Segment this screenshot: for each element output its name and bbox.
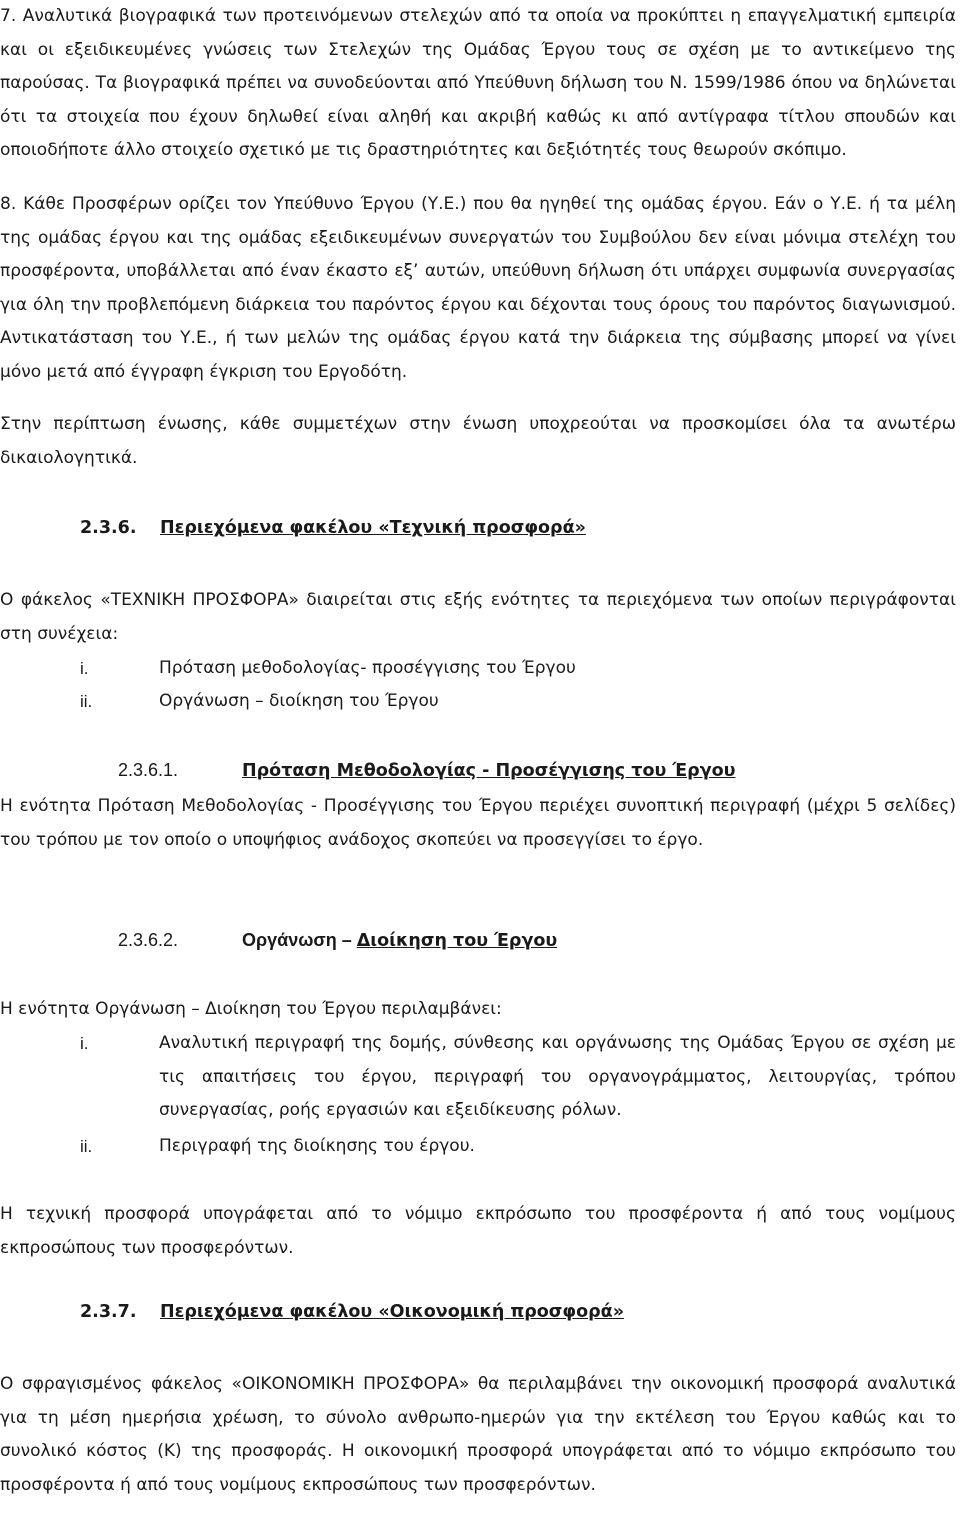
paragraph-tech-intro: Ο φάκελος «ΤΕΧΝΙΚΗ ΠΡΟΣΦΟΡΑ» διαιρείται στις εξής ενότητες τα περιεχόμενα των οποίων περιγράφονται στη συνέχεια: <box>0 590 956 644</box>
paragraph-item-7: 7. Αναλυτικά βιογραφικά των προτεινόμενων στελεχών από τα οποία να προκύπτει η επαγγελματική εμπειρία και οι εξειδικευμένες γνώσεις των Στελεχών της Ομάδας Έργου τους σε σχέση με το αντικείμενο της παρούσας. Τα βιογραφικά πρέπει να συνοδεύονται από Υπεύθυνη δήλωση του Ν. 1599/1986 όπου να δηλώνεται ότι τα στοιχεία που έχουν δηλωθεί είναι αληθή και ακριβή καθώς κι από αντίγραφα τίτλου σπουδών και οποιοδήποτε άλλο στοιχείο σχετικό με τις δραστηριότητες και δεξιότητές τους θεωρούν σκόπιμο. <box>0 6 956 160</box>
section-title: Περιεχόμενα φακέλου «Τεχνική προσφορά» <box>160 518 586 538</box>
list-item <box>80 1130 956 1164</box>
section-number: 2.3.6.2. <box>118 930 179 950</box>
section-heading-2-3-6 <box>80 518 586 538</box>
list-text: Αναλυτική περιγραφή της δομής, σύνθεσης και οργάνωσης της Ομάδας Έργου σε σχέση με τις απαιτήσεις του έργου, περιγραφή του οργανογράμματος, λειτουργίας, τρόπου συνεργασίας, ροής εργασιών και εξειδίκευσης ρόλων. <box>159 1033 956 1120</box>
list-marker: i. <box>80 1034 89 1053</box>
section-number: 2.3.6. <box>80 518 137 538</box>
list-text: Πρόταση μεθοδολογίας- προσέγγισης του Έργου <box>159 658 576 678</box>
section-number: 2.3.7. <box>80 1302 137 1322</box>
section-number: 2.3.6.1. <box>118 760 179 780</box>
paragraph-union: Στην περίπτωση ένωσης, κάθε συμμετέχων στην ένωση υποχρεούται να προσκομίσει όλα τα ανωτέρω δικαιολογητικά. <box>0 414 956 468</box>
paragraph-financial: Ο σφραγισμένος φάκελος «ΟΙΚΟΝΟΜΙΚΗ ΠΡΟΣΦΟΡΑ» θα περιλαμβάνει την οικονομική προσφορά αναλυτικά για τη μέση ημερήσια χρέωση, το σύνολο ανθρωπο-ημερών για την εκτέλεση του Έργου καθώς και το συνολικό κόστος (Κ) της προσφοράς. Η οικονομική προσφορά υπογράφεται από το νόμιμο εκπρόσωπο του προσφέροντα ή από τους νομίμους εκπροσώπους των προσφερόντων. <box>0 1374 956 1495</box>
section-title-part-b: Διοίκηση του Έργου <box>356 931 558 951</box>
paragraph-org-intro: Η ενότητα Οργάνωση – Διοίκηση του Έργου περιλαμβάνει: <box>0 999 502 1019</box>
section-title-part-a: Οργάνωση – <box>242 930 357 950</box>
subsection-heading-2-3-6-2 <box>118 930 557 951</box>
list-marker: i. <box>80 659 89 678</box>
list-marker: ii. <box>80 1137 93 1156</box>
list-marker: ii. <box>80 692 93 711</box>
paragraph-tech-signature: Η τεχνική προσφορά υπογράφεται από το νόμιμο εκπρόσωπο του προσφέροντα ή από τους νομίμους εκπροσώπους των προσφερόντων. <box>0 1204 956 1258</box>
list-item <box>80 1027 956 1128</box>
section-title: Πρόταση Μεθοδολογίας - Προσέγγισης του Έργου <box>242 761 736 781</box>
subsection-heading-2-3-6-1 <box>118 760 735 781</box>
list-item <box>80 652 956 686</box>
paragraph-methodology: Η ενότητα Πρόταση Μεθοδολογίας - Προσέγγισης του Έργου περιέχει συνοπτική περιγραφή (μέχρι 5 σελίδες) του τρόπου με τον οποίο ο υποψήφιος ανάδοχος σκοπεύει να προσεγγίσει το έργο. <box>0 796 956 850</box>
list-text: Οργάνωση – διοίκηση του Έργου <box>159 691 439 711</box>
section-heading-2-3-7 <box>80 1302 624 1322</box>
list-item <box>80 685 956 719</box>
list-text: Περιγραφή της διοίκησης του έργου. <box>159 1136 475 1156</box>
paragraph-item-8: 8. Κάθε Προσφέρων ορίζει τον Υπεύθυνο Έργου (Υ.Ε.) που θα ηγηθεί της ομάδας έργου. Εάν ο Υ.Ε. ή τα μέλη της ομάδας έργου και της ομάδας εξειδικευμένων συνεργατών του Συμβούλου δεν είναι μόνιμα στελέχη του προσφέροντα, υποβάλλεται από έναν έκαστο εξ’ αυτών, υπεύθυνη δήλωση ότι υπάρχει συμφωνία συνεργασίας για όλη την προβλεπόμενη διάρκεια του παρόντος έργου και δέχονται τους όρους του παρόντος διαγωνισμού. Αντικατάσταση του Υ.Ε., ή των μελών της ομάδας έργου κατά την διάρκεια της σύμβασης μπορεί να γίνει μόνο μετά από έγγραφη έγκριση του Εργοδότη. <box>0 194 956 382</box>
section-title: Περιεχόμενα φακέλου «Οικονομική προσφορά» <box>160 1302 624 1322</box>
